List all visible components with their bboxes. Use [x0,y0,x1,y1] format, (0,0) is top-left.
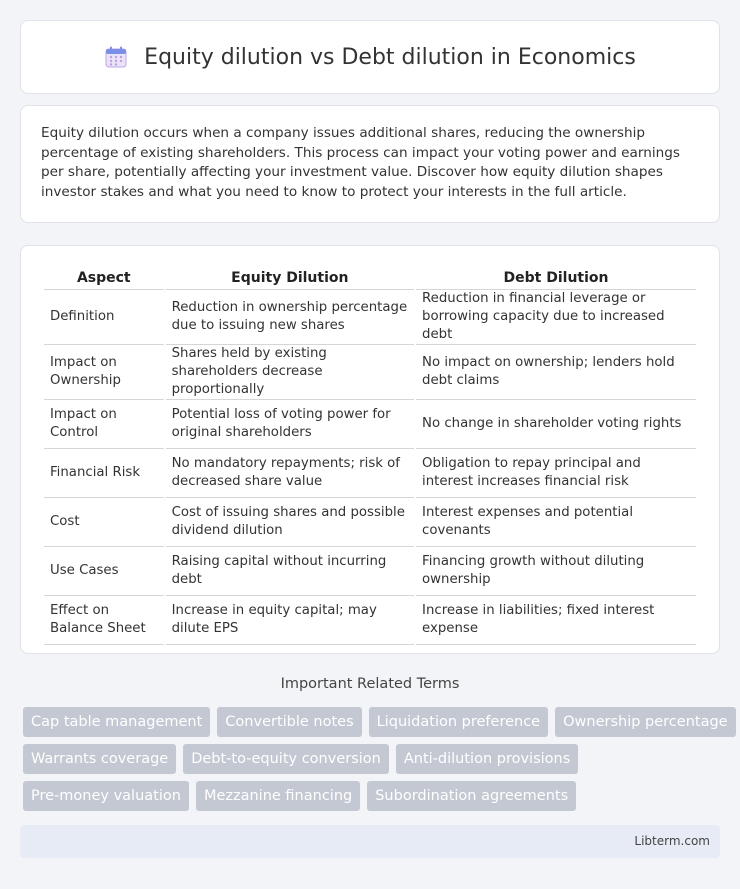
table-cell: No change in shareholder voting rights [416,400,696,449]
table-cell: Interest expenses and potential covenants [416,498,696,547]
table-cell: Increase in equity capital; may dilute EPS [166,596,414,645]
table-row [44,345,696,400]
table-cell: No mandatory repayments; risk of decreased share value [166,449,414,498]
related-term-tag[interactable]: Subordination agreements [367,781,576,811]
tag-row [23,707,728,737]
related-term-tag[interactable]: Mezzanine financing [196,781,360,811]
related-term-tag[interactable]: Warrants coverage [23,744,176,774]
related-term-tag[interactable]: Convertible notes [217,707,361,737]
table-cell: Financial Risk [44,449,164,498]
column-header-aspect: Aspect [44,266,164,290]
table-cell: Impact on Ownership [44,345,164,400]
table-cell: Financing growth without diluting ownership [416,547,696,596]
related-term-tag[interactable]: Ownership percentage [555,707,735,737]
related-term-tag[interactable]: Liquidation preference [369,707,548,737]
related-term-tag[interactable]: Anti-dilution provisions [396,744,578,774]
column-header-equity: Equity Dilution [166,266,414,290]
page-title: Equity dilution vs Debt dilution in Economics [144,44,636,70]
calendar-icon [104,45,128,69]
comparison-table-card [20,245,720,654]
table-cell: Use Cases [44,547,164,596]
table-cell: Shares held by existing shareholders decrease proportionally [166,345,414,400]
table-row [44,400,696,449]
related-terms-title: Important Related Terms [280,676,460,692]
related-term-tag[interactable]: Cap table management [23,707,210,737]
tag-row [23,781,723,811]
table-row [44,498,696,547]
table-cell: No impact on ownership; lenders hold debt claims [416,345,696,400]
table-cell: Cost of issuing shares and possible dividend dilution [166,498,414,547]
tag-row [23,744,723,774]
table-cell: Impact on Control [44,400,164,449]
table-row [44,290,696,345]
related-term-tag[interactable]: Debt-to-equity conversion [183,744,389,774]
column-header-debt: Debt Dilution [416,266,696,290]
table-cell: Increase in liabilities; fixed interest expense [416,596,696,645]
intro-text: Equity dilution occurs when a company issues additional shares, reducing the ownership percentage of existing shareholders. This process can impact your voting power and earnings per share, potentially affecting your investment value. Discover how equity dilution shapes investor stakes and what you need to know to protect your interests in the full article. [41,125,680,200]
table-cell: Definition [44,290,164,345]
comparison-table [42,266,698,645]
table-cell: Cost [44,498,164,547]
table-cell: Obligation to repay principal and interest increases financial risk [416,449,696,498]
intro-card [20,105,720,223]
header-card [20,20,720,94]
table-cell: Effect on Balance Sheet [44,596,164,645]
table-row [44,449,696,498]
table-row [44,547,696,596]
footer [20,825,720,858]
table-header-row [44,266,696,290]
table-cell: Raising capital without incurring debt [166,547,414,596]
table-cell: Potential loss of voting power for original shareholders [166,400,414,449]
table-cell: Reduction in financial leverage or borrowing capacity due to increased debt [416,290,696,345]
footer-site-link[interactable]: Libterm.com [634,834,710,848]
related-term-tag[interactable]: Pre-money valuation [23,781,189,811]
related-terms-list [23,707,728,818]
table-cell: Reduction in ownership percentage due to issuing new shares [166,290,414,345]
table-row [44,596,696,645]
